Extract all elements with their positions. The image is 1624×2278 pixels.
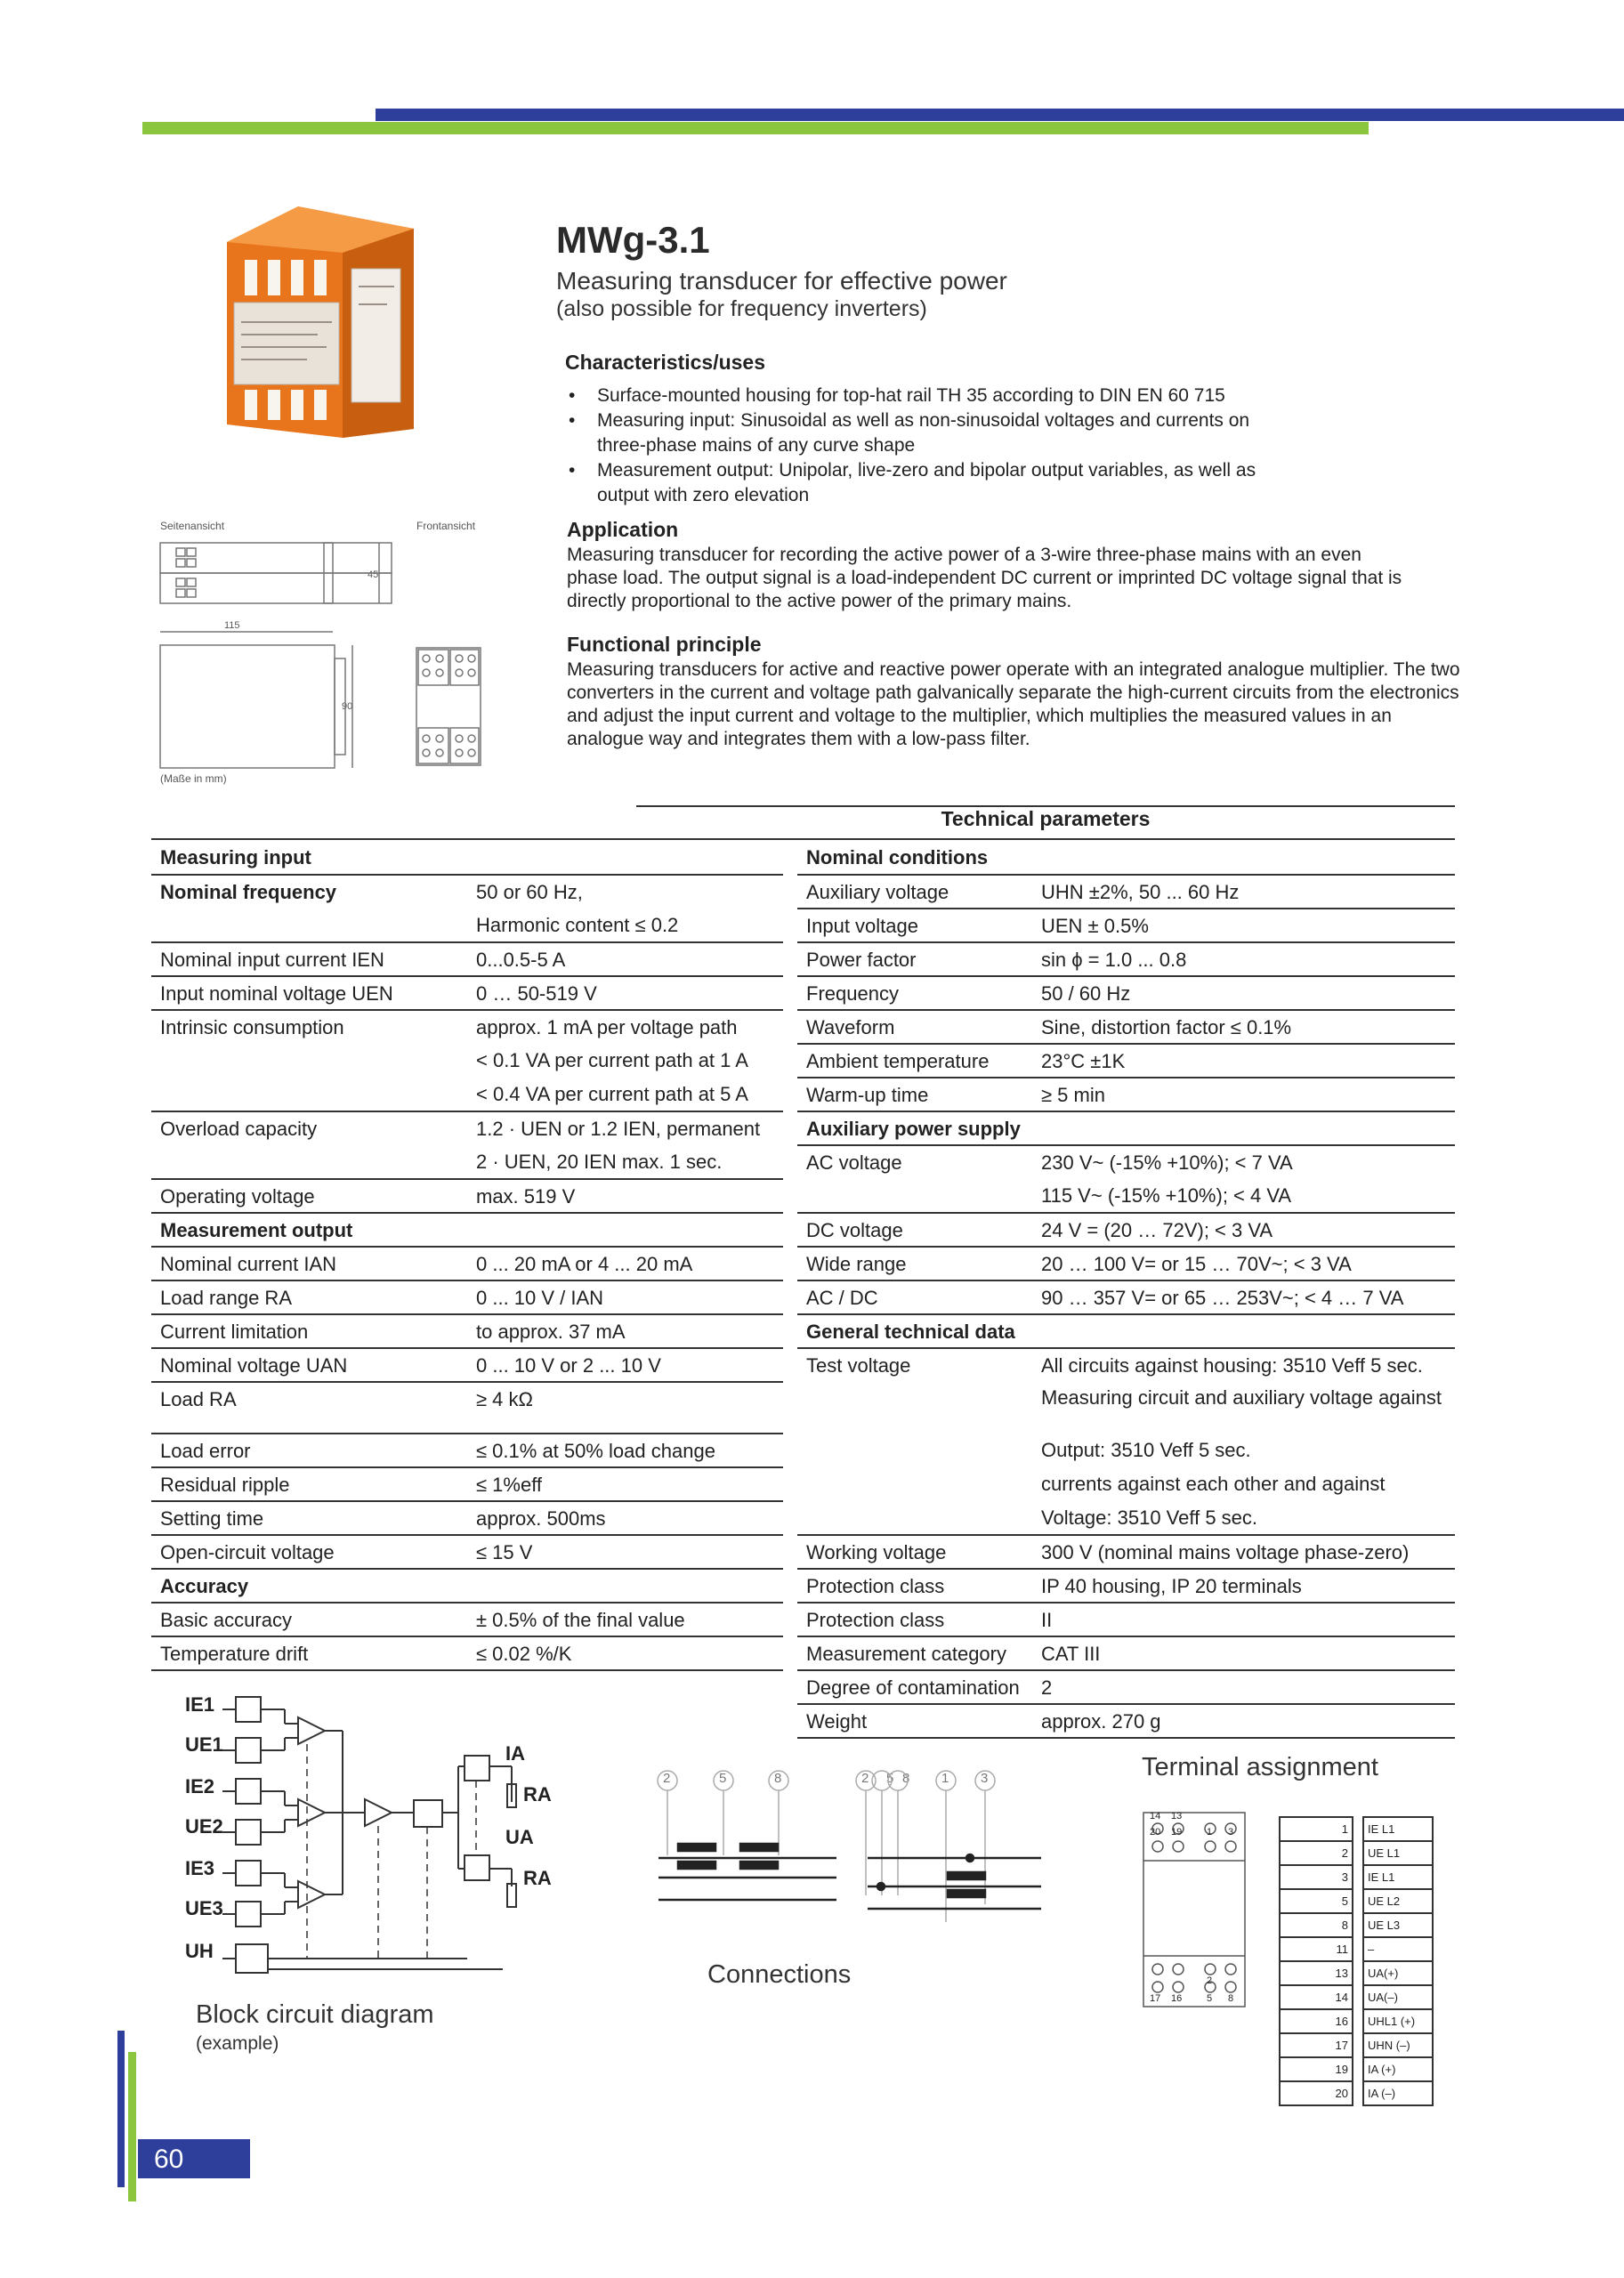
terminal-number: 11	[1280, 1937, 1353, 1961]
param-value: 0...0.5-5 A	[467, 942, 783, 976]
terminal-signal: UHL1 (+)	[1363, 2009, 1433, 2033]
param-value: 0 ... 10 V / IAN	[467, 1280, 783, 1314]
param-label: DC voltage	[797, 1213, 1032, 1247]
conn-terminal-label: 8	[902, 1771, 910, 1786]
terminal-signal: IA (–)	[1363, 2081, 1433, 2105]
param-value: UHN ±2%, 50 ... 60 Hz	[1032, 875, 1455, 909]
functional-section	[567, 633, 1466, 751]
param-label: Power factor	[797, 942, 1032, 976]
table-row	[797, 1179, 1455, 1213]
param-value: Sine, distortion factor ≤ 0.1%	[1032, 1010, 1455, 1044]
table-row	[797, 1247, 1455, 1280]
table-row	[1280, 2009, 1433, 2033]
label-ue3: UE3	[185, 1897, 223, 1919]
terminal-bottom-number: 8	[1228, 1993, 1234, 2004]
terminal-signal: IA (+)	[1363, 2057, 1433, 2081]
label-ie3: IE3	[185, 1857, 215, 1879]
param-value: ≤ 1%eff	[467, 1467, 783, 1501]
param-label: Protection class	[797, 1569, 1032, 1603]
front-view-label: Frontansicht	[416, 520, 476, 532]
param-label: Nominal input current IEN	[151, 942, 467, 976]
connections-caption: Connections	[707, 1960, 852, 1989]
table-row	[1280, 1841, 1433, 1865]
table-row	[151, 1044, 783, 1078]
table-row	[1280, 1961, 1433, 1985]
functional-text: Measuring transducers for active and reactive power operate with an integrated analogue multiplier. The two converters in the current and voltage path galvanically separate the high-current circuits from the electronics and adjust the input current and voltage to the multiplier, which multiplies the measured values in an analogue way and integrates them with a low-pass filter.	[567, 659, 1460, 749]
characteristics-section	[565, 351, 1455, 508]
terminal-caption: Terminal assignment	[1142, 1753, 1378, 1781]
param-value: 23°C ±1K	[1032, 1044, 1455, 1078]
table-row	[151, 1434, 783, 1467]
table-row	[151, 1213, 783, 1247]
table-row	[797, 875, 1455, 909]
table-row	[151, 1382, 783, 1434]
param-value	[467, 1213, 783, 1247]
table-row	[151, 1467, 783, 1501]
header-bar-blue	[376, 109, 1624, 121]
param-label: Intrinsic consumption	[160, 1016, 344, 1038]
param-value: sin ϕ = 1.0 ... 0.8	[1032, 942, 1455, 976]
terminal-signal: UA(–)	[1363, 1985, 1433, 2009]
table-row	[151, 1247, 783, 1280]
label-uh: UH	[185, 1940, 214, 1962]
table-row	[151, 1501, 783, 1535]
param-value: approx. 270 g	[1032, 1704, 1455, 1738]
param-label: Operating voltage	[151, 1179, 467, 1213]
table-row	[797, 1010, 1455, 1044]
table-row	[1280, 1985, 1433, 2009]
table-row	[797, 1704, 1455, 1738]
param-value: 50 or 60 Hz,	[476, 881, 583, 903]
table-row	[151, 1314, 783, 1348]
terminal-number: 2	[1280, 1841, 1353, 1865]
param-label	[797, 1179, 1032, 1213]
param-value: ≤ 0.1% at 50% load change	[467, 1434, 783, 1467]
param-value: max. 519 V	[467, 1179, 783, 1213]
table-row	[797, 1280, 1455, 1314]
table-row	[797, 1044, 1455, 1078]
param-label: Degree of contamination	[797, 1670, 1032, 1704]
table-row	[151, 909, 783, 942]
param-value: < 0.1 VA per current path at 1 A	[476, 1049, 748, 1071]
block-circuit-diagram	[151, 1686, 614, 1989]
terminal-number: 8	[1280, 1913, 1353, 1937]
param-value: Harmonic content ≤ 0.2	[467, 909, 783, 942]
param-value	[1032, 1314, 1455, 1348]
table-row	[797, 909, 1455, 942]
param-label: Frequency	[797, 976, 1032, 1010]
conn-terminal-label: 8	[774, 1771, 782, 1786]
dimension-drawing	[157, 534, 495, 771]
table-row	[797, 1569, 1455, 1603]
param-value: ≤ 15 V	[467, 1535, 783, 1569]
param-value: UEN ± 0.5%	[1032, 909, 1455, 942]
connections-diagram	[641, 1762, 1086, 1953]
param-label: General technical data	[797, 1314, 1032, 1348]
param-label: Weight	[797, 1704, 1032, 1738]
table-row	[797, 1078, 1455, 1111]
param-label: Residual ripple	[151, 1467, 467, 1501]
terminal-housing	[1142, 1809, 1248, 2009]
param-value: ≥ 4 kΩ	[467, 1382, 783, 1434]
product-subtitle: Measuring transducer for effective power	[556, 267, 1007, 295]
table-row	[151, 875, 783, 909]
list-item: • Surface-mounted housing for top-hat rail TH 35 according to DIN EN 60 715	[565, 384, 1295, 408]
param-value: 20 … 100 V= or 15 … 70V~; < 3 VA	[1032, 1247, 1455, 1280]
table-row	[151, 1179, 783, 1213]
param-label: Nominal current IAN	[151, 1247, 467, 1280]
param-label: Measurement category	[797, 1636, 1032, 1670]
terminal-table	[1279, 1816, 1434, 2106]
table-row	[151, 1280, 783, 1314]
characteristics-list	[565, 384, 1295, 508]
table-row	[1280, 2057, 1433, 2081]
terminal-number: 20	[1280, 2081, 1353, 2105]
param-value: 2 · UEN, 20 IEN max. 1 sec.	[467, 1145, 783, 1179]
param-value: 2	[1032, 1670, 1455, 1704]
terminal-top-number: 1	[1207, 1827, 1213, 1838]
conn-terminal-label: 1	[941, 1771, 949, 1786]
list-item: • Measuring input: Sinusoidal as well as non-sinusoidal voltages and currents on three-phase mains of any curve shape	[565, 408, 1295, 458]
param-label: Setting time	[151, 1501, 467, 1535]
param-label: Nominal voltage UAN	[151, 1348, 467, 1382]
param-label: Accuracy	[151, 1569, 467, 1603]
terminal-number: 3	[1280, 1865, 1353, 1889]
param-label	[151, 1078, 467, 1111]
table-row	[1280, 2033, 1433, 2057]
dimension-90: 90	[342, 701, 353, 712]
param-label: Auxiliary power supply	[797, 1111, 1032, 1145]
table-row	[797, 1145, 1455, 1179]
param-label: Load error	[151, 1434, 467, 1467]
table-row	[151, 1348, 783, 1382]
tech-params-title: Technical parameters	[941, 807, 1151, 830]
param-label: Waveform	[797, 1010, 1032, 1044]
table-row	[151, 976, 783, 1010]
param-value: II	[1032, 1603, 1455, 1636]
conn-terminal-label: 2	[663, 1771, 671, 1786]
dimension-45: 45	[368, 570, 379, 580]
label-ie2: IE2	[185, 1775, 215, 1797]
terminal-bottom-number: 16	[1171, 1993, 1183, 2004]
table-row	[151, 1535, 783, 1569]
terminal-top-number: 14	[1150, 1811, 1161, 1822]
table-row	[797, 1213, 1455, 1247]
terminal-number: 5	[1280, 1889, 1353, 1913]
param-value: 50 / 60 Hz	[1032, 976, 1455, 1010]
label-ra: RA	[523, 1783, 552, 1805]
param-value: Voltage: 3510 Veff 5 sec.	[1032, 1501, 1455, 1535]
table-row	[797, 1603, 1455, 1636]
side-view-label: Seitenansicht	[160, 520, 225, 532]
table-row	[797, 1314, 1455, 1348]
terminal-signal: –	[1363, 1937, 1433, 1961]
param-label	[151, 1145, 467, 1179]
param-value: 0 ... 20 mA or 4 ... 20 mA	[467, 1247, 783, 1280]
param-value	[467, 1569, 783, 1603]
param-label: Nominal conditions	[797, 841, 1032, 875]
terminal-top-number: 13	[1171, 1811, 1183, 1822]
terminal-number: 16	[1280, 2009, 1353, 2033]
param-label: Nominal frequency	[160, 881, 337, 903]
param-value: approx. 500ms	[467, 1501, 783, 1535]
table-row	[797, 1670, 1455, 1704]
param-value: 230 V~ (-15% +10%); < 7 VA	[1041, 1151, 1293, 1174]
table-row	[797, 1111, 1455, 1145]
param-value: < 0.4 VA per current path at 5 A	[467, 1078, 783, 1111]
product-title: MWg-3.1	[556, 219, 710, 261]
param-label: Measuring input	[151, 841, 467, 875]
param-value: ≥ 5 min	[1032, 1078, 1455, 1111]
param-value: 24 V = (20 … 72V); < 3 VA	[1032, 1213, 1455, 1247]
footer-bar-green	[128, 2052, 136, 2201]
param-value: 1.2 · UEN or 1.2 IEN, permanent	[476, 1118, 761, 1140]
conn-terminal-label: 5	[886, 1771, 894, 1786]
param-value: CAT III	[1032, 1636, 1455, 1670]
param-label: Protection class	[797, 1603, 1032, 1636]
table-row	[151, 1603, 783, 1636]
table-row	[797, 1348, 1455, 1382]
terminal-signal: UHN (–)	[1363, 2033, 1433, 2057]
table-row	[797, 1501, 1455, 1535]
page-number: 60	[138, 2139, 250, 2178]
param-value: approx. 1 mA per voltage path	[476, 1016, 738, 1038]
table-row	[1280, 1865, 1433, 1889]
application-text: Measuring transducer for recording the active power of a 3-wire three-phase mains with an even phase load. The output signal is a load-independent DC current or imprinted DC voltage signal that is directly proportional to the active power of the primary mains.	[567, 545, 1402, 611]
param-label: Temperature drift	[151, 1636, 467, 1670]
terminal-signal: IE L1	[1363, 1865, 1433, 1889]
table-row	[1280, 1817, 1433, 1841]
terminal-bottom-number: 5	[1207, 1993, 1213, 2004]
terminal-number: 14	[1280, 1985, 1353, 2009]
terminal-number: 1	[1280, 1817, 1353, 1841]
application-heading: Application	[567, 518, 679, 541]
param-label: Warm-up time	[797, 1078, 1032, 1111]
table-row	[1280, 1889, 1433, 1913]
table-row	[151, 1078, 783, 1111]
tech-params-left	[151, 841, 783, 1671]
param-value: IP 40 housing, IP 20 terminals	[1032, 1569, 1455, 1603]
table-row	[1280, 1937, 1433, 1961]
terminal-bottom-number: 17	[1150, 1993, 1161, 2004]
characteristics-heading: Characteristics/uses	[565, 351, 766, 374]
param-label: Measurement output	[151, 1213, 467, 1247]
application-section	[567, 518, 1403, 613]
table-row	[797, 841, 1455, 875]
table-row	[797, 1467, 1455, 1501]
terminal-number: 19	[1280, 2057, 1353, 2081]
label-ia: IA	[505, 1742, 525, 1765]
terminal-number: 13	[1280, 1961, 1353, 1985]
terminal-top-number: 20	[1150, 1827, 1161, 1838]
terminal-bottom-number: 2	[1207, 1975, 1213, 1986]
param-label: Load range RA	[151, 1280, 467, 1314]
param-label	[797, 1382, 1032, 1434]
table-row	[1280, 1913, 1433, 1937]
table-row	[151, 1010, 783, 1044]
param-label: Open-circuit voltage	[151, 1535, 467, 1569]
table-row	[797, 1636, 1455, 1670]
param-value: 115 V~ (-15% +10%); < 4 VA	[1032, 1179, 1455, 1213]
param-value: currents against each other and against	[1041, 1473, 1386, 1495]
terminal-signal: UE L1	[1363, 1841, 1433, 1865]
table-row	[1280, 2081, 1433, 2105]
table-row	[797, 942, 1455, 976]
block-diagram-caption: Block circuit diagram	[196, 2000, 434, 2029]
param-value	[467, 841, 783, 875]
param-label: Input voltage	[797, 909, 1032, 942]
list-item: • Measurement output: Unipolar, live-zero and bipolar output variables, as well as output with zero elevation	[565, 458, 1295, 508]
table-row	[151, 1145, 783, 1179]
terminal-number: 17	[1280, 2033, 1353, 2057]
table-row	[151, 1111, 783, 1145]
table-row	[797, 1382, 1455, 1434]
dimension-115: 115	[224, 620, 240, 631]
label-ua: UA	[505, 1826, 534, 1848]
footer-bar-blue	[117, 2031, 125, 2187]
param-value: 90 … 357 V= or 65 … 253V~; < 4 … 7 VA	[1032, 1280, 1455, 1314]
functional-heading: Functional principle	[567, 633, 762, 656]
param-label: Test voltage	[806, 1354, 911, 1377]
param-value: All circuits against housing: 3510 Veff 5 sec.	[1041, 1354, 1423, 1377]
product-subtitle-note: (also possible for frequency inverters)	[556, 296, 927, 321]
param-value: 0 ... 10 V or 2 ... 10 V	[467, 1348, 783, 1382]
param-value	[1032, 841, 1455, 875]
param-value: ≤ 0.02 %/K	[467, 1636, 783, 1670]
terminal-signal: UA(+)	[1363, 1961, 1433, 1985]
label-ie1: IE1	[185, 1693, 215, 1716]
conn-terminal-label: 2	[861, 1771, 869, 1786]
tech-params-right	[797, 841, 1455, 1739]
table-row	[151, 942, 783, 976]
product-photo	[218, 189, 423, 442]
param-label: Input nominal voltage UEN	[151, 976, 467, 1010]
param-label: AC / DC	[797, 1280, 1032, 1314]
conn-terminal-label: 5	[719, 1771, 727, 1786]
param-value	[1032, 1111, 1455, 1145]
table-row	[797, 976, 1455, 1010]
param-value: Measuring circuit and auxiliary voltage against	[1041, 1386, 1442, 1409]
param-label	[797, 1467, 1032, 1501]
param-label	[797, 1501, 1032, 1535]
terminal-signal: IE L1	[1363, 1817, 1433, 1841]
param-label	[151, 1044, 467, 1078]
label-ue1: UE1	[185, 1733, 223, 1756]
terminal-signal: UE L2	[1363, 1889, 1433, 1913]
terminal-top-number: 19	[1171, 1827, 1183, 1838]
param-label: Current limitation	[151, 1314, 467, 1348]
label-ue2: UE2	[185, 1815, 223, 1838]
header-bar-green	[142, 122, 1369, 134]
param-label: Overload capacity	[160, 1118, 318, 1140]
param-label	[151, 909, 467, 942]
label-ra-2: RA	[523, 1867, 552, 1889]
table-row	[151, 1569, 783, 1603]
param-label: Basic accuracy	[151, 1603, 467, 1636]
param-label: Auxiliary voltage	[797, 875, 1032, 909]
terminal-signal: UE L3	[1363, 1913, 1433, 1937]
terminal-top-number: 3	[1228, 1827, 1234, 1838]
param-value: to approx. 37 mA	[467, 1314, 783, 1348]
units-note: (Maße in mm)	[160, 772, 227, 785]
param-value: Output: 3510 Veff 5 sec.	[1041, 1439, 1251, 1461]
param-label: Working voltage	[797, 1535, 1032, 1569]
tech-header-rule	[151, 838, 1455, 840]
param-label: Wide range	[797, 1247, 1032, 1280]
table-row	[797, 1434, 1455, 1467]
table-row	[151, 1636, 783, 1670]
block-diagram-note: (example)	[196, 2033, 279, 2054]
param-value: ± 0.5% of the final value	[467, 1603, 783, 1636]
param-value: 300 V (nominal mains voltage phase-zero)	[1032, 1535, 1455, 1569]
table-row	[797, 1535, 1455, 1569]
param-label: AC voltage	[806, 1151, 902, 1174]
conn-terminal-label: 3	[981, 1771, 989, 1786]
param-label: Ambient temperature	[797, 1044, 1032, 1078]
param-label: Load RA	[151, 1382, 467, 1434]
table-row	[151, 841, 783, 875]
param-value: 0 … 50-519 V	[467, 976, 783, 1010]
param-label	[797, 1434, 1032, 1467]
